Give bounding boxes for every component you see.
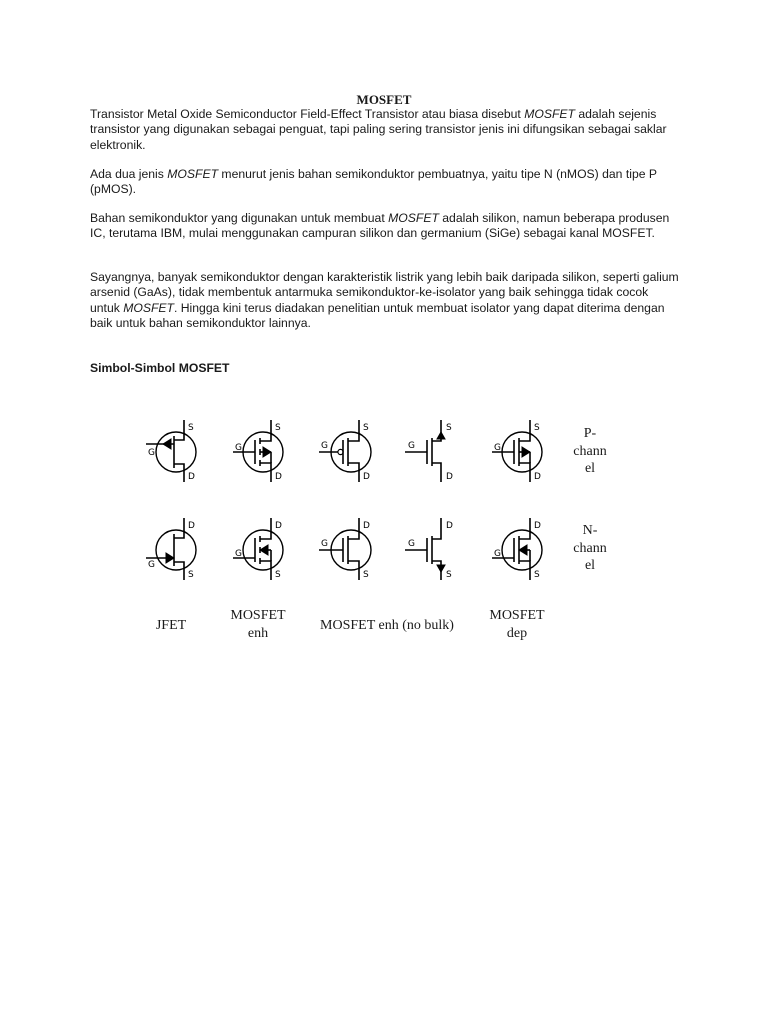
gate-pin-label: G <box>321 441 328 451</box>
drain-pin-label: D <box>275 472 282 482</box>
drain-pin-label: D <box>446 521 453 531</box>
source-pin-label: S <box>534 423 540 433</box>
mosfet-enh-n-channel-symbol <box>227 516 297 584</box>
paragraph-research <box>90 270 680 331</box>
paragraph-text: Ada dua jenis <box>90 167 168 181</box>
mosfet-enh-no-bulk-n-channel-symbol-1 <box>313 516 383 584</box>
drain-pin-label: D <box>446 472 453 482</box>
column-label-mosfet-enh-no-bulk: MOSFET enh (no bulk) <box>320 618 454 633</box>
drain-pin-label: D <box>534 521 541 531</box>
drain-pin-label: D <box>275 521 282 531</box>
page-title: MOSFET <box>356 92 412 107</box>
source-pin-label: S <box>188 570 194 580</box>
column-label-mosfet-enh: MOSFET enh <box>230 608 286 641</box>
paragraph-text: menurut jenis bahan semikonduktor pembuatnya, yaitu tipe N (nMOS) dan tipe P (pMOS). <box>90 167 657 197</box>
paragraph-types <box>90 167 680 198</box>
drain-pin-label: D <box>363 521 370 531</box>
drain-pin-label: D <box>534 472 541 482</box>
paragraph-text: Bahan semikonduktor yang digunakan untuk membuat <box>90 211 389 225</box>
paragraph-definition <box>90 107 680 153</box>
section-heading-symbols: Simbol-Simbol MOSFET <box>90 361 230 375</box>
n-channel-row-label: N- chann el <box>573 523 607 573</box>
gate-pin-label: G <box>494 549 501 559</box>
jfet-p-channel-symbol <box>140 418 210 486</box>
emphasized-term: MOSFET <box>388 211 439 225</box>
paragraph-text: Sayangnya, banyak semikonduktor dengan karakteristik listrik yang lebih baik daripada silikon, seperti galium arsenid (GaAs), tidak membentuk antarmuka semikonduktor-ke-isolator yang baik sehingga tidak cocok untuk <box>90 270 679 315</box>
paragraph-text: Transistor Metal Oxide Semiconductor Field-Effect Transistor atau biasa disebut <box>90 107 525 121</box>
paragraph-text: adalah sejenis transistor yang digunakan sebagai penguat, tapi paling sering transistor jenis ini difungsikan sebagai saklar elektronik. <box>90 107 667 152</box>
paragraph-materials <box>90 211 680 242</box>
emphasized-term: MOSFET <box>123 300 174 315</box>
gate-pin-label: G <box>235 549 242 559</box>
source-pin-label: S <box>188 423 194 433</box>
source-pin-label: S <box>275 570 281 580</box>
column-label-mosfet-dep: MOSFET dep <box>489 608 545 641</box>
paragraph-text: . Hingga kini terus diadakan penelitian untuk membuat isolator yang dapat diterima dengan baik untuk bahan semikonduktor lainnya. <box>90 300 665 330</box>
drain-pin-label: D <box>188 472 195 482</box>
emphasized-term: MOSFET <box>524 107 575 121</box>
emphasized-term: MOSFET <box>167 167 219 181</box>
mosfet-dep-p-channel-symbol <box>486 418 556 486</box>
gate-pin-label: G <box>408 441 415 451</box>
gate-pin-label: G <box>321 539 328 549</box>
paragraph-text: adalah silikon, namun beberapa produsen IC, terutama IBM, mulai menggunakan campuran silikon dan germanium (SiGe) sebagai kanal MOSFET. <box>90 211 670 241</box>
mosfet-dep-n-channel-symbol <box>486 516 556 584</box>
gate-pin-label: G <box>408 539 415 549</box>
source-pin-label: S <box>534 570 540 580</box>
mosfet-enh-no-bulk-p-channel-symbol-1 <box>313 418 383 486</box>
p-channel-row-label: P- chann el <box>573 426 607 476</box>
mosfet-enh-no-bulk-n-channel-symbol-2 <box>400 516 470 584</box>
mosfet-enh-no-bulk-p-channel-symbol-2 <box>400 418 470 486</box>
mosfet-enh-p-channel-symbol <box>227 418 297 486</box>
column-label-jfet: JFET <box>155 618 187 633</box>
gate-pin-label: G <box>494 443 501 453</box>
source-pin-label: S <box>275 423 281 433</box>
gate-pin-label: G <box>235 443 242 453</box>
gate-pin-label: G <box>148 560 155 570</box>
source-pin-label: S <box>363 570 369 580</box>
source-pin-label: S <box>363 423 369 433</box>
drain-pin-label: D <box>363 472 370 482</box>
source-pin-label: S <box>446 423 452 433</box>
jfet-n-channel-symbol <box>140 516 210 584</box>
gate-pin-label: G <box>148 448 155 458</box>
drain-pin-label: D <box>188 521 195 531</box>
source-pin-label: S <box>446 570 452 580</box>
